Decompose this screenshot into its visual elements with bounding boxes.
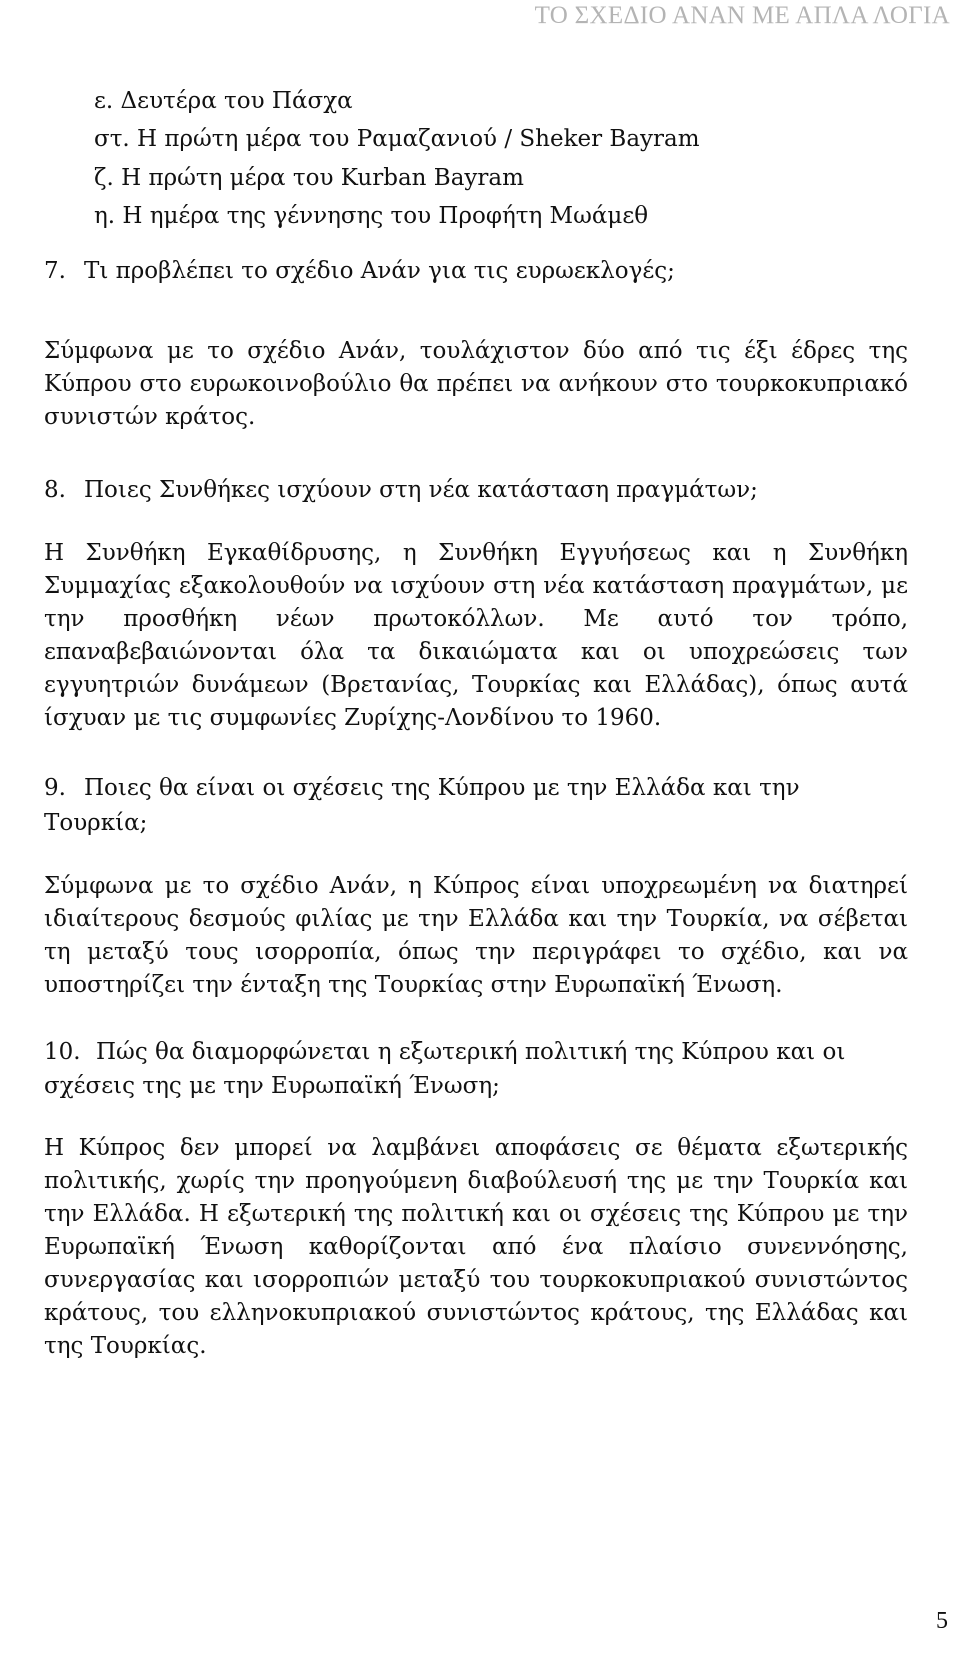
list-item: στ. Η πρώτη μέρα του Ραμαζανιού / Sheker Bayram xyxy=(94,126,700,152)
question-number-9: 9. xyxy=(44,775,66,801)
answer-8-paragraph: Η Συνθήκη Εγκαθίδρυσης, η Συνθήκη Εγγυήσεως και η Συνθήκη Συμμαχίας εξακολουθούν να ισχύουν στη νέα κατάσταση πραγμάτων, με την προσθήκη νέων πρωτοκόλλων. Με αυτό τον τρόπο, επαναβεβαιώνονται όλα τα δικαιώματα και οι υποχρεώσεις των εγγυητριών δυνάμεων (Βρετανίας, Τουρκίας και Ελλάδας), όπως αυτά ίσχυαν με τις συμφωνίες Ζυρίχης-Λονδίνου το 1960. xyxy=(44,540,908,731)
list-item: η. Η ημέρα της γέννησης του Προφήτη Μωάμεθ xyxy=(94,203,649,229)
answer-7-paragraph: Σύμφωνα με το σχέδιο Ανάν, τουλάχιστον δύο από τις έξι έδρες της Κύπρου στο ευρωκοινοβούλιο θα πρέπει να ανήκουν στο τουρκοκυπριακό συνιστών κράτος. xyxy=(44,338,908,430)
question-10-heading-line1: Πώς θα διαμορφώνεται η εξωτερική πολιτική της Κύπρου και οι xyxy=(96,1039,846,1065)
question-10-heading-line2: σχέσεις της με την Ευρωπαϊκή Ένωση; xyxy=(44,1073,500,1099)
list-item: ζ. Η πρώτη μέρα του Kurban Bayram xyxy=(94,165,524,191)
question-9-heading-line2: Τουρκία; xyxy=(44,810,148,836)
question-number-7: 7. xyxy=(44,258,66,284)
answer-10-paragraph: Η Κύπρος δεν μπορεί να λαμβάνει αποφάσεις σε θέματα εξωτερικής πολιτικής, χωρίς την προηγούμενη διαβούλευσή της με την Τουρκία και την Ελλάδα. Η εξωτερική της πολιτική και οι σχέσεις της Κύπρου με την Ευρωπαϊκή Ένωση καθορίζονται από ένα πλαίσιο συνεννόησης, συνεργασίας και ισορροπιών μεταξύ του τουρκοκυπριακού συνιστώντος κράτους, του ελληνοκυπριακού συνιστώντος κράτους, της Ελλάδας και της Τουρκίας. xyxy=(44,1135,908,1359)
question-7-heading: Τι προβλέπει το σχέδιο Ανάν για τις ευρωεκλογές; xyxy=(84,258,675,284)
running-header: ΤΟ ΣΧΕΔΙΟ ΑΝΑΝ ΜΕ ΑΠΛΑ ΛΟΓΙΑ xyxy=(534,2,950,29)
page-number: 5 xyxy=(936,1608,948,1634)
answer-9-paragraph: Σύμφωνα με το σχέδιο Ανάν, η Κύπρος είναι υποχρεωμένη να διατηρεί ιδιαίτερους δεσμούς φιλίας με την Ελλάδα και την Τουρκία, να σέβεται τη μεταξύ τους ισορροπία, όπως την περιγράφει το σχέδιο, και να υποστηρίζει την ένταξη της Τουρκίας στην Ευρωπαϊκή Ένωση. xyxy=(44,873,908,998)
question-8-heading: Ποιες Συνθήκες ισχύουν στη νέα κατάσταση πραγμάτων; xyxy=(84,477,758,503)
question-number-8: 8. xyxy=(44,477,66,503)
question-9-heading-line1: Ποιες θα είναι οι σχέσεις της Κύπρου με την Ελλάδα και την xyxy=(84,775,800,801)
question-number-10: 10. xyxy=(44,1039,81,1065)
list-item: ε. Δευτέρα του Πάσχα xyxy=(94,88,353,114)
